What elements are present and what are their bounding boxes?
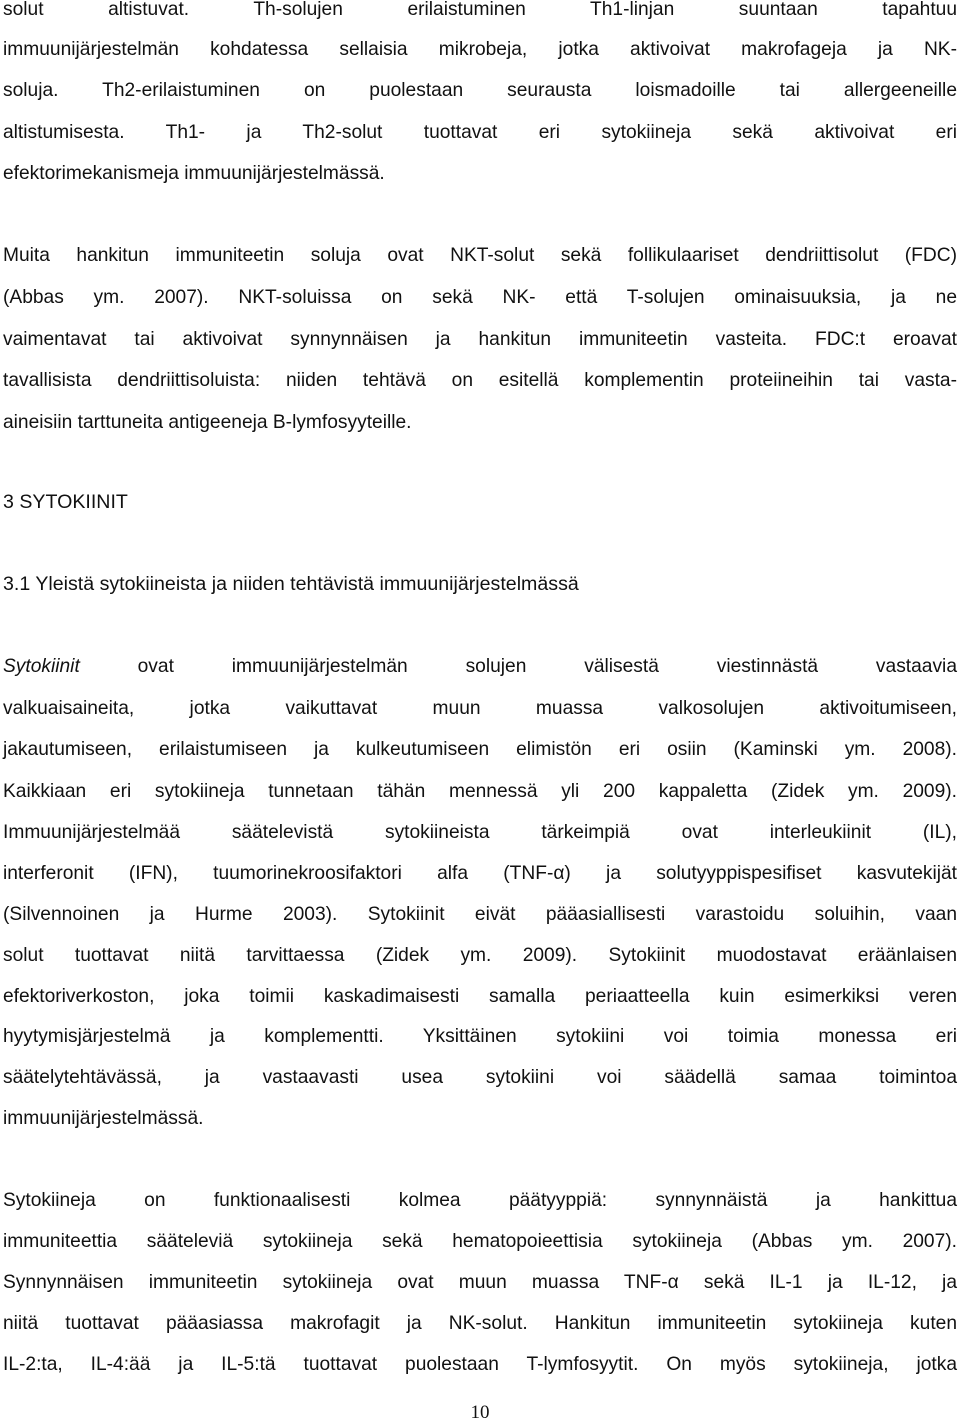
text-line: efektoriverkoston, joka toimii kaskadimaisesti samalla periaatteella kuin esimerkiksi veren	[3, 986, 957, 1007]
text-line: solut altistuvat. Th-solujen erilaistuminen Th1-linjan suuntaan tapahtuu	[3, 0, 957, 20]
text-line: vaimentavat tai aktivoivat synnynnäisen ja hankitun immuniteetin vasteita. FDC:t eroavat	[3, 329, 957, 350]
text-line: Sytokiineja on funktionaalisesti kolmea päätyyppiä: synnynnäistä ja hankittua	[3, 1190, 957, 1211]
section-heading: 3.1 Yleistä sytokiineista ja niiden tehtävistä immuunijärjestelmässä	[3, 573, 579, 595]
text-line: interferonit (IFN), tuumorinekroosifaktori alfa (TNF-α) ja solutyyppispesifiset kasvutekijät	[3, 863, 957, 884]
text-line: hyytymisjärjestelmä ja komplementti. Yksittäinen sytokiini voi toimia monessa eri	[3, 1026, 957, 1047]
text-line: immuunijärjestelmässä.	[3, 1108, 204, 1129]
text-line: niitä tuottavat pääasiassa makrofagit ja NK-solut. Hankitun immuniteetin sytokiineja kuten	[3, 1313, 957, 1334]
chapter-heading: 3 SYTOKIINIT	[3, 491, 128, 513]
text-line: Immuunijärjestelmää säätelevistä sytokiineista tärkeimpiä ovat interleukiinit (IL),	[3, 822, 957, 843]
text-line: tavallisista dendriittisoluista: niiden tehtävä on esitellä komplementin proteiineihin tai vasta-	[3, 370, 957, 391]
text-line: immuunijärjestelmän kohdatessa sellaisia mikrobeja, jotka aktivoivat makrofageja ja NK-	[3, 39, 957, 60]
text-line: efektorimekanismeja immuunijärjestelmässä.	[3, 163, 385, 184]
text-line	[3, 655, 957, 679]
text-line: immuniteettia sääteleviä sytokiineja sekä hematopoieettisia sytokiineja (Abbas ym. 2007).	[3, 1231, 957, 1252]
text-line: soluja. Th2-erilaistuminen on puolestaan seurausta loismadoille tai allergeeneille	[3, 80, 957, 101]
text-line: Synnynnäisen immuniteetin sytokiineja ovat muun muassa TNF-α sekä IL-1 ja IL-12, ja	[3, 1272, 957, 1293]
text-line: säätelytehtävässä, ja vastaavasti usea sytokiini voi säädellä samaa toimintoa	[3, 1067, 957, 1088]
text-line: valkuaisaineita, jotka vaikuttavat muun muassa valkosolujen aktivoitumiseen,	[3, 698, 957, 719]
text-line: Muita hankitun immuniteetin soluja ovat NKT-solut sekä follikulaariset dendriittisolut (FDC)	[3, 245, 957, 266]
italic-term: Sytokiinit	[3, 656, 80, 677]
text-line: (Silvennoinen ja Hurme 2003). Sytokiinit eivät pääasiallisesti varastoidu soluihin, vaan	[3, 904, 957, 925]
text-line: Kaikkiaan eri sytokiineja tunnetaan tähän mennessä yli 200 kappaletta (Zidek ym. 2009).	[3, 781, 957, 802]
text-line: altistumisesta. Th1- ja Th2-solut tuottavat eri sytokiineja sekä aktivoivat eri	[3, 122, 957, 143]
text-line: solut tuottavat niitä tarvittaessa (Zidek ym. 2009). Sytokiinit muodostavat eräänlaisen	[3, 945, 957, 966]
page-number: 10	[470, 1402, 490, 1423]
text-line: (Abbas ym. 2007). NKT-soluissa on sekä NK- että T-solujen ominaisuuksia, ja ne	[3, 287, 957, 308]
text-line: aineisiin tarttuneita antigeeneja B-lymfosyyteille.	[3, 412, 412, 433]
text-span: ovat immuunijärjestelmän solujen välisestä viestinnästä vastaavia	[79, 656, 957, 677]
text-line: jakautumiseen, erilaistumiseen ja kulkeutumiseen elimistön eri osiin (Kaminski ym. 2008).	[3, 739, 957, 760]
text-line: IL-2:ta, IL-4:ää ja IL-5:tä tuottavat puolestaan T-lymfosyytit. On myös sytokiineja, jotka	[3, 1354, 957, 1375]
